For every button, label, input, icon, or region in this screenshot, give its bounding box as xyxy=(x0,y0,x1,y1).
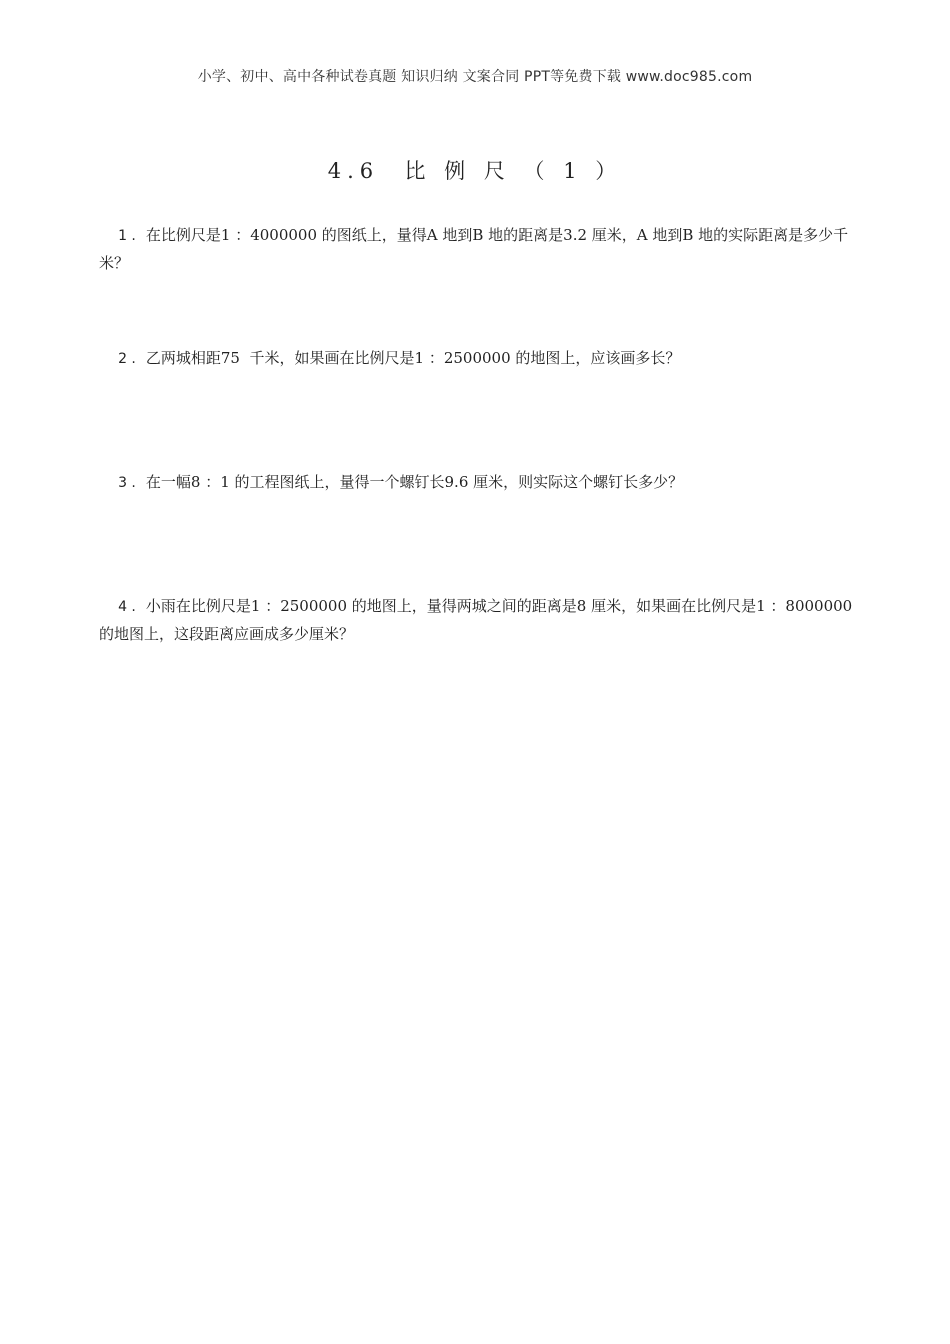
question-2 xyxy=(99,318,859,400)
question-1 xyxy=(99,195,859,304)
question-text: 在比例尺是1 ：4000000 的图纸上，量得A 地到B 地的距离是3.2 厘米，A 地到B 地的实际距离是多少千米？ xyxy=(99,226,849,272)
question-text: 乙两城相距75 千米，如果画在比例尺是1 ：2500000 的地图上，应该画多长？ xyxy=(145,349,681,367)
question-number: 1 . xyxy=(118,228,136,244)
question-number: 4 . xyxy=(118,599,136,615)
worksheet-title: 4.6 比 例 尺 （ 1 ） xyxy=(327,159,623,183)
question-4 xyxy=(99,566,859,675)
question-3 xyxy=(99,442,859,524)
question-text: 在一幅8 ：1 的工程图纸上，量得一个螺钉长9.6 厘米，则实际这个螺钉长多少？ xyxy=(145,473,684,491)
question-number: 3 . xyxy=(118,475,136,491)
page-header: 小学、初中、高中各种试卷真题 知识归纳 文案合同 PPT等免费下载 www.doc985.com xyxy=(197,69,753,85)
question-number: 2 . xyxy=(118,351,136,367)
question-text: 小雨在比例尺是1 ：2500000 的地图上，量得两城之间的距离是8 厘米，如果画在比例尺是1 ：8000000 的地图上，这段距离应画成多少厘米？ xyxy=(99,597,857,643)
